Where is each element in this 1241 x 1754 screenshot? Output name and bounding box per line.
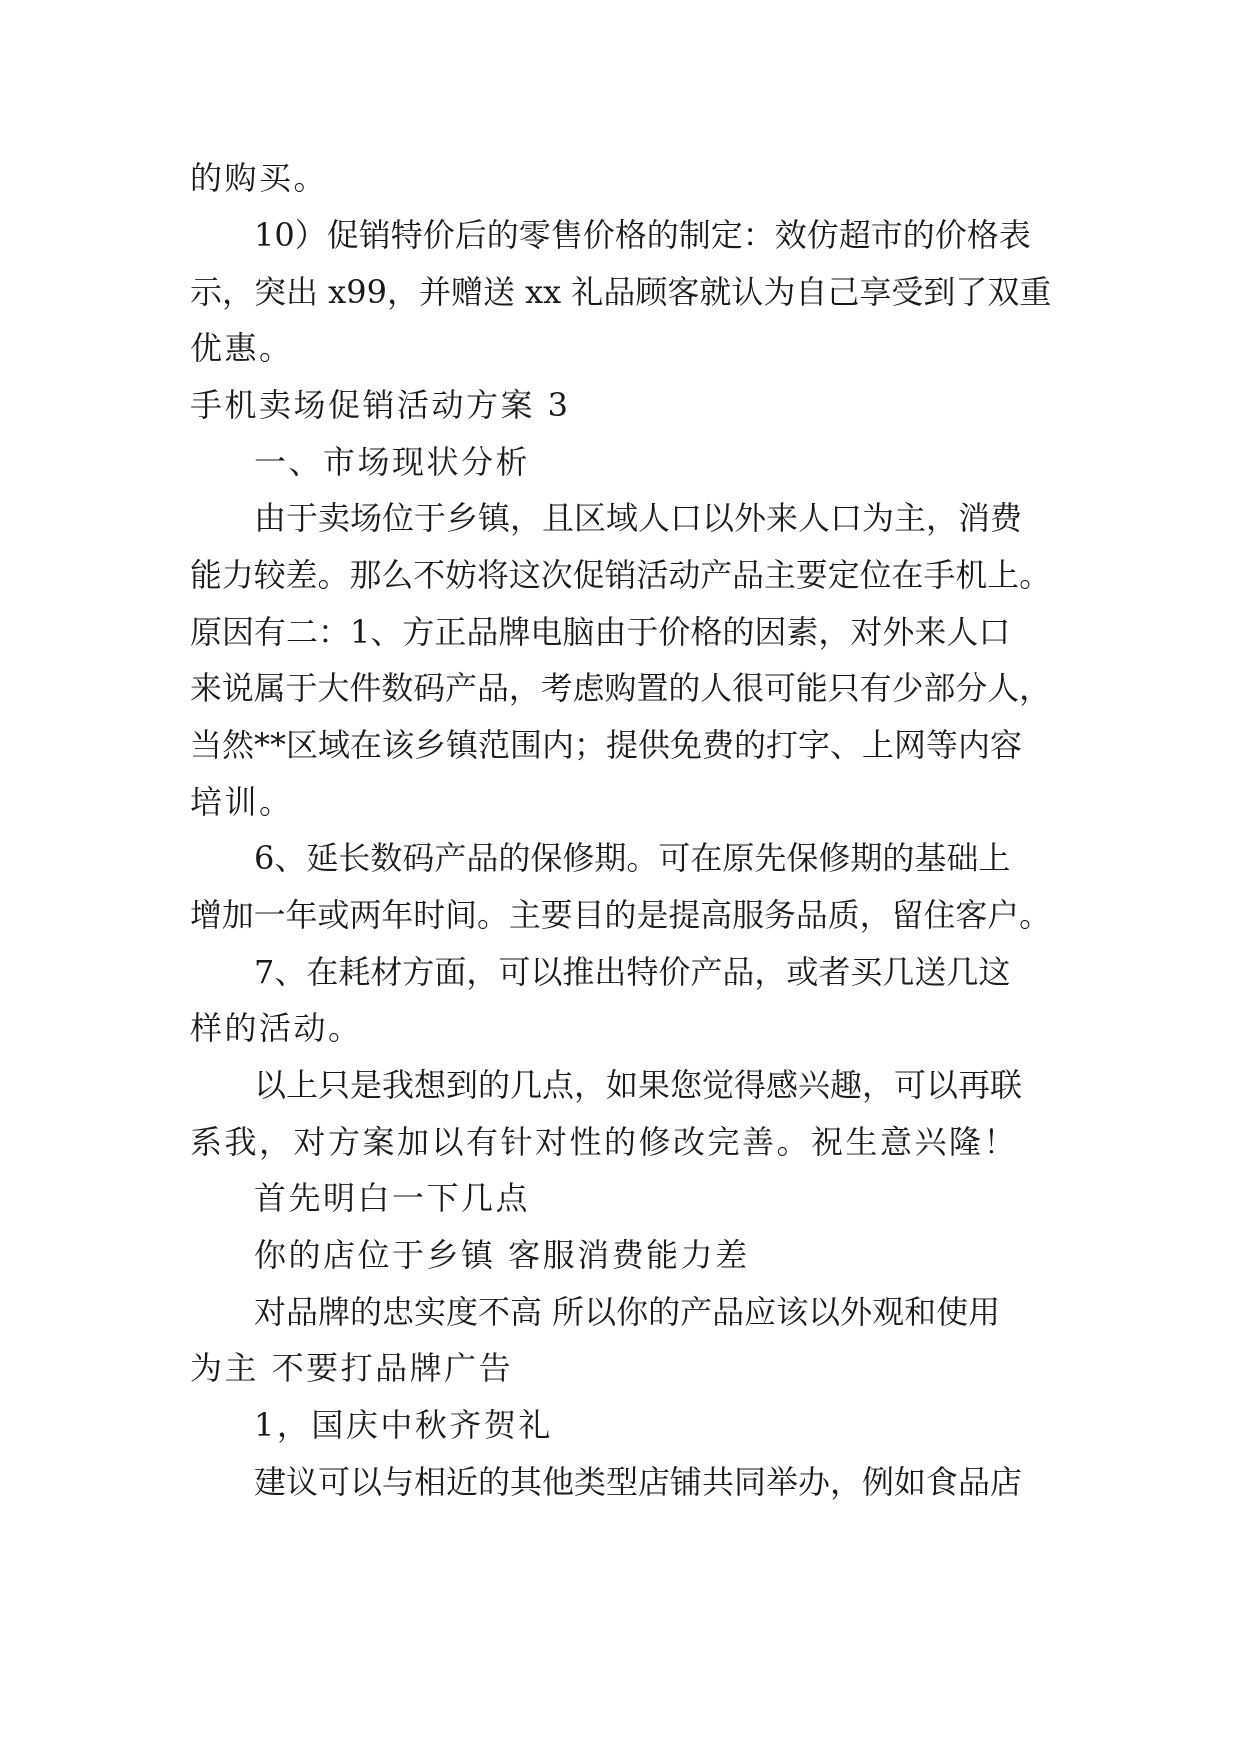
text-line: 建议可以与相近的其他类型店铺共同举办，例如食品店 (254, 1463, 1023, 1501)
text-line: 你的店位于乡镇 客服消费能力差 (254, 1236, 750, 1274)
section-heading: 手机卖场促销活动方案 3 (190, 386, 571, 424)
text-line: 示，突出 x99，并赠送 xx 礼品顾客就认为自己享受到了双重 (190, 273, 1052, 311)
text-line: 系我，对方案加以有针对性的修改完善。祝生意兴隆！ (190, 1123, 1019, 1161)
text-line: 原因有二：1、方正品牌电脑由于价格的因素，对外来人口 (190, 613, 1011, 651)
text-line: 培训。 (190, 783, 294, 821)
text-line: 首先明白一下几点 (254, 1179, 531, 1217)
text-line: 7、在耗材方面，可以推出特价产品，或者买几送几这 (254, 953, 1011, 991)
text-line: 样的活动。 (190, 1009, 363, 1047)
text-line: 增加一年或两年时间。主要目的是提高服务品质，留住客户。 (190, 896, 1052, 934)
text-line: 当然**区域在该乡镇范围内；提供免费的打字、上网等内容 (190, 726, 1023, 764)
text-line: 以上只是我想到的几点，如果您觉得感兴趣，可以再联 (254, 1066, 1023, 1104)
text-line: 6、延长数码产品的保修期。可在原先保修期的基础上 (254, 839, 1011, 877)
text-line: 的购买。 (190, 159, 329, 197)
text-line: 10）促销特价后的零售价格的制定：效仿超市的价格表 (254, 216, 1031, 254)
text-line: 为主 不要打品牌广告 (190, 1349, 514, 1387)
subsection-heading: 一、市场现状分析 (254, 443, 531, 481)
text-line: 对品牌的忠实度不高 所以你的产品应该以外观和使用 (254, 1293, 1001, 1331)
text-line: 1，国庆中秋齐贺礼 (254, 1406, 553, 1444)
text-line: 由于卖场位于乡镇，且区域人口以外来人口为主，消费 (254, 499, 1023, 537)
text-line: 能力较差。那么不妨将这次促销活动产品主要定位在手机上。 (190, 556, 1052, 594)
text-line: 来说属于大件数码产品，考虑购置的人很可能只有少部分人， (190, 669, 1052, 707)
text-line: 优惠。 (190, 329, 294, 367)
